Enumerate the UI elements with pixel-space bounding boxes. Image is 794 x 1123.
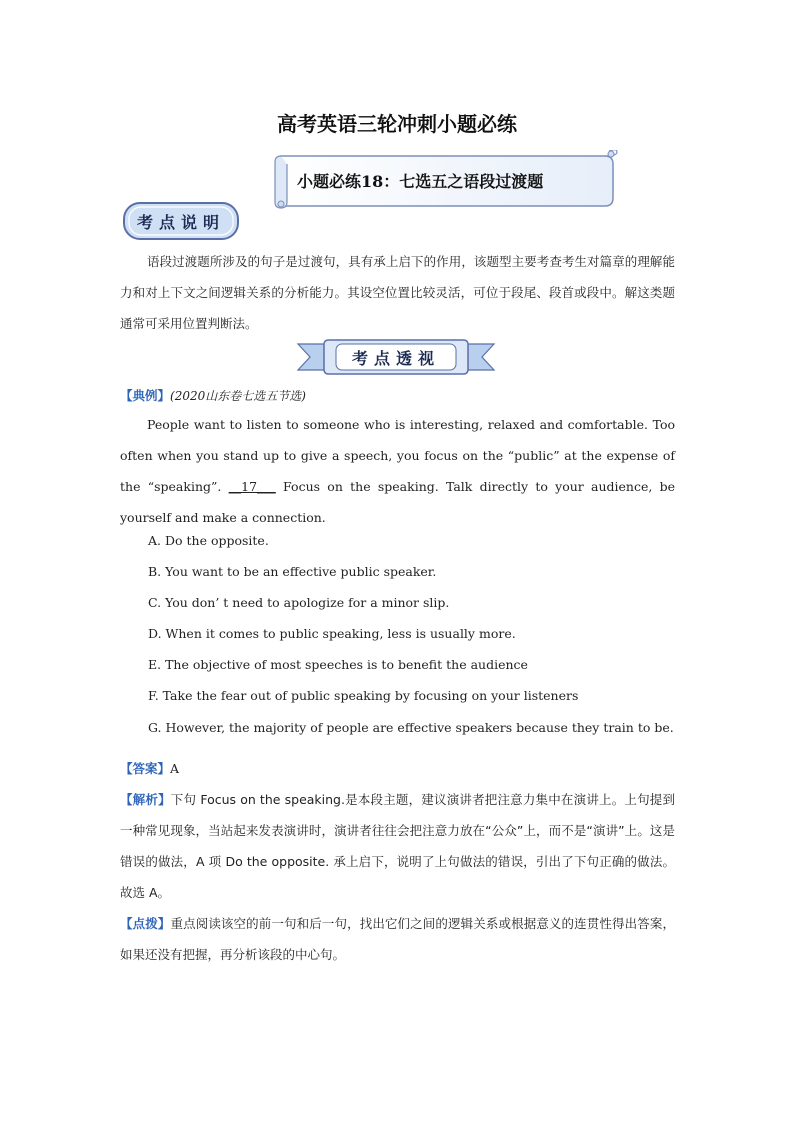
tip-label: 【点拨】 xyxy=(120,916,171,931)
option-d: D. When it comes to public speaking, less is usually more. xyxy=(148,626,516,641)
page-title: 高考英语三轮冲刺小题必练 xyxy=(277,112,517,136)
analysis-paragraph xyxy=(120,784,675,908)
answer-label: 【答案】 xyxy=(120,761,171,776)
tip-paragraph xyxy=(120,908,675,970)
answer-value: A xyxy=(170,761,180,776)
option-f: F. Take the fear out of public speaking by focusing on your listeners xyxy=(148,688,579,703)
option-g: G. However, the majority of people are effective speakers because they train to be. xyxy=(148,720,674,735)
analysis-label: 【解析】 xyxy=(120,792,171,807)
tip-text: 重点阅读该空的前一句和后一句，找出它们之间的逻辑关系或根据意义的连贯性得出答案，如果还没有把握，再分析该段的中心句。 xyxy=(120,916,675,962)
subtitle-scroll-banner xyxy=(273,150,619,210)
explanation-text: 语段过渡题所涉及的句子是过渡句，具有承上启下的作用，该题型主要考查考生对篇章的理解能力和对上下文之间逻辑关系的分析能力。其设空位置比较灵活，可位于段尾、段首或段中。解这类题通常可采用位置判断法。 xyxy=(120,254,675,331)
badge-label: 考点透视 xyxy=(351,349,440,368)
section-badge-explanation xyxy=(122,201,240,241)
subtitle: 小题必练18：七选五之语段过渡题 xyxy=(297,172,544,191)
option-a: A. Do the opposite. xyxy=(148,533,269,548)
option-e: E. The objective of most speeches is to benefit the audience xyxy=(148,657,528,672)
example-heading xyxy=(120,380,675,412)
passage-blank: __17___ xyxy=(228,479,276,494)
option-c: C. You don’ t need to apologize for a minor slip. xyxy=(148,595,450,610)
answer-line xyxy=(120,753,675,784)
example-passage xyxy=(120,409,675,533)
section-badge-perspective xyxy=(296,338,496,376)
passage-sentence: People want to listen to someone who is interesting, relaxed and comfortable. Too often when you stand up to give a speech, you focus on the “public” at the expense of the “speaking”. xyxy=(120,417,675,494)
analysis-text: 下句 Focus on the speaking.是本段主题，建议演讲者把注意力集中在演讲上。上句提到一种常见现象，当站起来发表演讲时，演讲者往往会把注意力放在“公众”上，而不是“演讲”上。这是错误的做法，A 项 Do the opposite. 承上启下，说明了上句做法的错误，引出了下句正确的做法。故选 A。 xyxy=(120,792,675,900)
example-label: 【典例】 xyxy=(120,388,171,403)
badge-label: 考点说明 xyxy=(136,213,225,232)
passage-sentence: Focus on the speaking. Talk directly to your audience, be yourself and make a connection. xyxy=(120,479,675,525)
option-b: B. You want to be an effective public speaker. xyxy=(148,564,437,579)
example-source: (2020山东卷七选五节选) xyxy=(170,389,306,403)
